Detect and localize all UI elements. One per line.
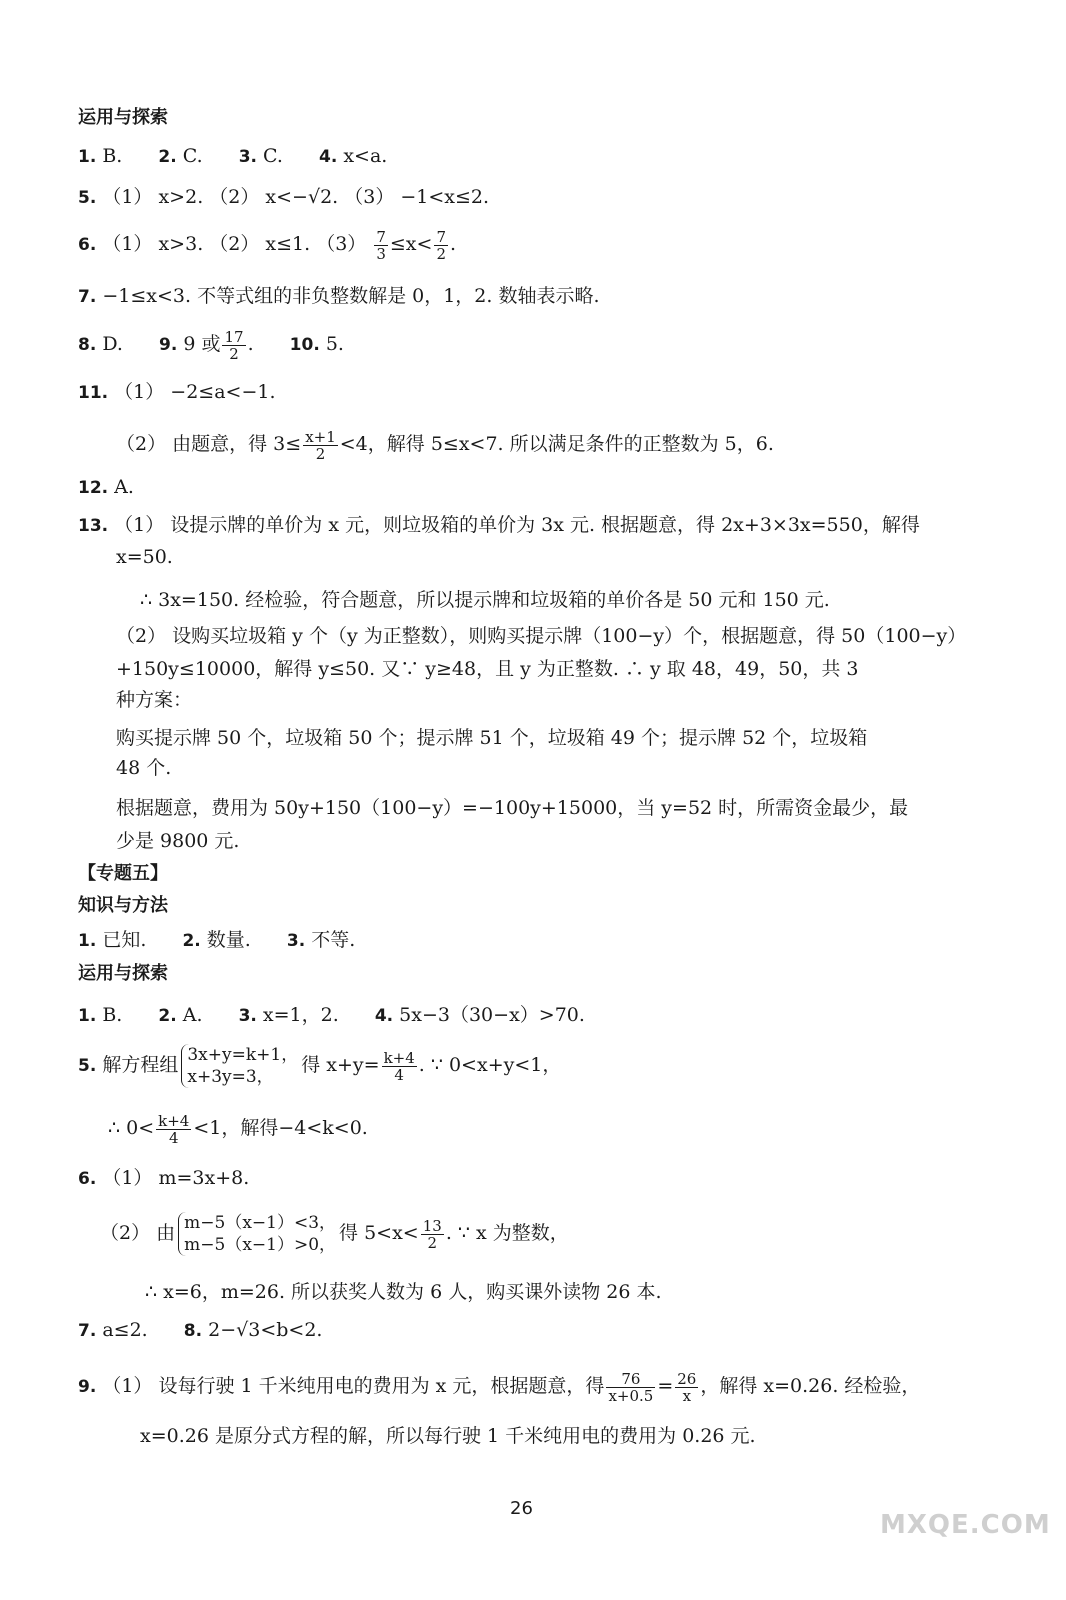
knowledge-answers: 1. 已知. 2. 数量. 3. 不等. [78,929,356,951]
section-heading: 运用与探索 [78,107,168,128]
answer-line-7: 7. −1≤x<3. 不等式组的非负整数解是 0，1，2. 数轴表示略. [78,285,600,307]
answer-line-13-cont: 购买提示牌 50 个，垃圾箱 50 个；提示牌 51 个，垃圾箱 49 个；提示牌 52 个，垃圾箱 [116,727,868,749]
section-heading: 【专题五】 [78,863,168,884]
fraction: $\frac{13}{2}$ [422,1216,442,1252]
section-heading: 知识与方法 [78,895,168,916]
practice-line-6: 6. （1） m=3x+8. [78,1167,250,1189]
answer-line-13-cont: ∴ 3x=150. 经检验，符合题意，所以提示牌和垃圾箱的单价各是 50 元和 150 元. [140,589,830,611]
practice-line-5-cont: ∴ 0< $\frac{k+4}{4}$ <1，解得−4<k<0. [108,1111,368,1147]
fraction: $\frac{x+1}{2}$ [305,427,336,463]
answer-line-6: 6. （1） x>3. （2） x≤1. （3） $\frac{7}{3}$ ≤x< $\frac{7}{2}$ . [78,227,457,263]
page-number: 26 [510,1498,533,1519]
answer-line-13-cont: x=50. [116,546,173,568]
answer-line-1-4: 1. B. 2. C. 3. C. 4. x<a. [78,145,388,167]
equation-system: 3x+y=k+1， x+3y=3， [181,1044,298,1088]
practice-line-1-4: 1. B. 2. A. 3. x=1，2. 4. 5x−3（30−x）>70. [78,1004,585,1026]
practice-line-9-cont: x=0.26 是原分式方程的解，所以每行驶 1 千米纯用电的费用为 0.26 元. [140,1425,756,1447]
fraction: $\frac{k+4}{4}$ [383,1048,415,1084]
fraction: $\frac{k+4}{4}$ [158,1111,190,1147]
answer-line-13-part2: （2） 设购买垃圾箱 y 个（y 为正整数），则购买提示牌（100−y）个，根据题意，得 50（100−y） [116,625,967,647]
fraction: $\frac{7}{2}$ [436,227,446,263]
fraction: $\frac{17}{2}$ [224,327,244,363]
practice-line-7-8: 7. a≤2. 8. 2−√3<b<2. [78,1319,323,1341]
answer-line-11: 11. （1） −2≤a<−1. [78,381,276,403]
equation-system: m−5（x−1）<3， m−5（x−1）>0， [178,1212,336,1256]
answer-line-11-part2: （2） 由题意，得 3≤ $\frac{x+1}{2}$ <4，解得 5≤x<7. 所以满足条件的正整数为 5，6. [116,427,774,463]
answer-line-12: 12. A. [78,476,134,498]
practice-line-9: 9. （1） 设每行驶 1 千米纯用电的费用为 x 元，根据题意，得 $\frac{76}{x+0.5}$ = $\frac{26}{x}$ ，解得 x=0.26. 经检验， [78,1369,921,1405]
practice-line-6-part2: （2） 由 m−5（x−1）<3， m−5（x−1）>0， 得 5<x< $\frac{13}{2}$ . ∵ x 为整数， [100,1213,569,1255]
section-heading: 运用与探索 [78,963,168,984]
answer-line-13-cont: 种方案： [116,689,193,711]
answer-line-5: 5. （1） x>2. （2） x<−√2. （3） −1<x≤2. [78,186,490,208]
practice-line-6-cont: ∴ x=6，m=26. 所以获奖人数为 6 人，购买课外读物 26 本. [145,1281,662,1303]
answer-line-13-cont: 根据题意，费用为 50y+150（100−y）=−100y+15000，当 y=52 时，所需资金最少，最 [116,797,909,819]
answer-line-13: 13. （1） 设提示牌的单价为 x 元，则垃圾箱的单价为 3x 元. 根据题意，得 2x+3×3x=550，解得 [78,514,920,536]
answer-line-13-cont: 48 个. [116,757,172,779]
practice-line-5: 5. 解方程组 3x+y=k+1， x+3y=3， 得 x+y= $\frac{k+4}{4}$ . ∵ 0<x+y<1， [78,1045,562,1087]
fraction: $\frac{76}{x+0.5}$ [608,1369,654,1405]
answer-line-13-cont: +150y≤10000，解得 y≤50. 又∵ y≥48，且 y 为正整数. ∴ y 取 48，49，50，共 3 [116,658,859,680]
answer-line-8-10: 8. D. 9. 9 或 $\frac{17}{2}$ . 10. 5. [78,327,344,363]
watermark-logo: MXQE.COM [880,1510,1051,1540]
fraction: $\frac{26}{x}$ [677,1369,697,1405]
answer-line-13-cont: 少是 9800 元. [116,830,240,852]
fraction: $\frac{7}{3}$ [376,227,386,263]
